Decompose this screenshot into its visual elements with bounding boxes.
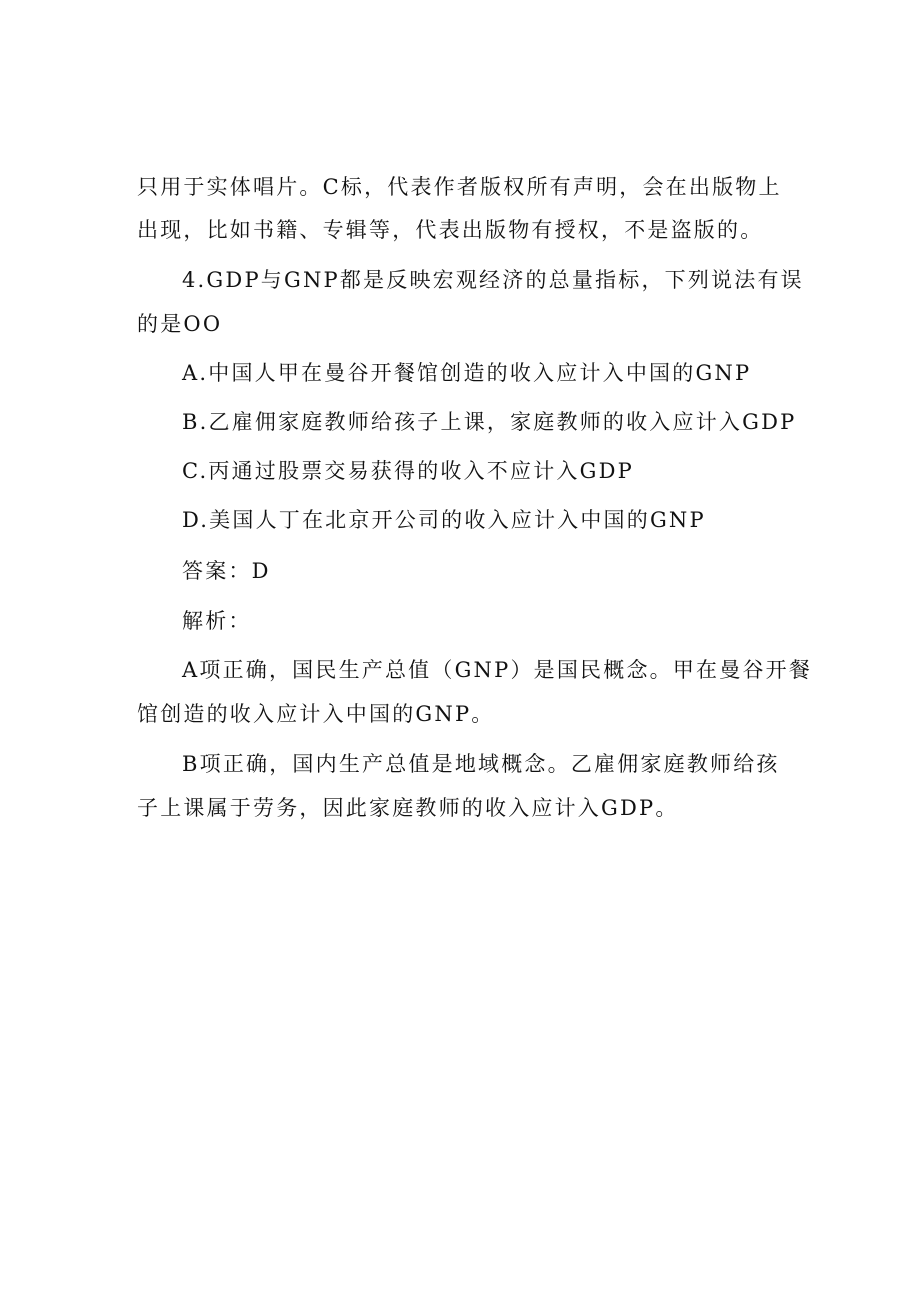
analysis-line: 馆创造的收入应计入中国的GNP。 [137,702,495,726]
option-d: D.美国人丁在北京开公司的收入应计入中国的GNP [182,508,706,532]
option-b: B.乙雇佣家庭教师给孩子上课，家庭教师的收入应计入GDP [182,410,797,434]
option-a: A.中国人甲在曼谷开餐馆创造的收入应计入中国的GNP [182,361,752,385]
answer-line: 答案：D [182,559,271,583]
paragraph-line: 只用于实体唱片。C标，代表作者版权所有声明，会在出版物上 [137,175,782,199]
option-c: C.丙通过股票交易获得的收入不应计入GDP [182,459,634,483]
analysis-line: 子上课属于劳务，因此家庭教师的收入应计入GDP。 [137,796,679,820]
analysis-heading: 解析： [182,609,252,633]
analysis-line: A项正确，国民生产总值（GNP）是国民概念。甲在曼谷开餐 [182,658,813,682]
paragraph-line: 出现，比如书籍、专辑等，代表出版物有授权，不是盗版的。 [137,218,764,242]
analysis-line: B项正确，国内生产总值是地域概念。乙雇佣家庭教师给孩 [182,752,780,776]
question-stem-line: 的是OO [137,312,223,336]
question-stem-line: 4.GDP与GNP都是反映宏观经济的总量指标，下列说法有误 [182,268,804,292]
